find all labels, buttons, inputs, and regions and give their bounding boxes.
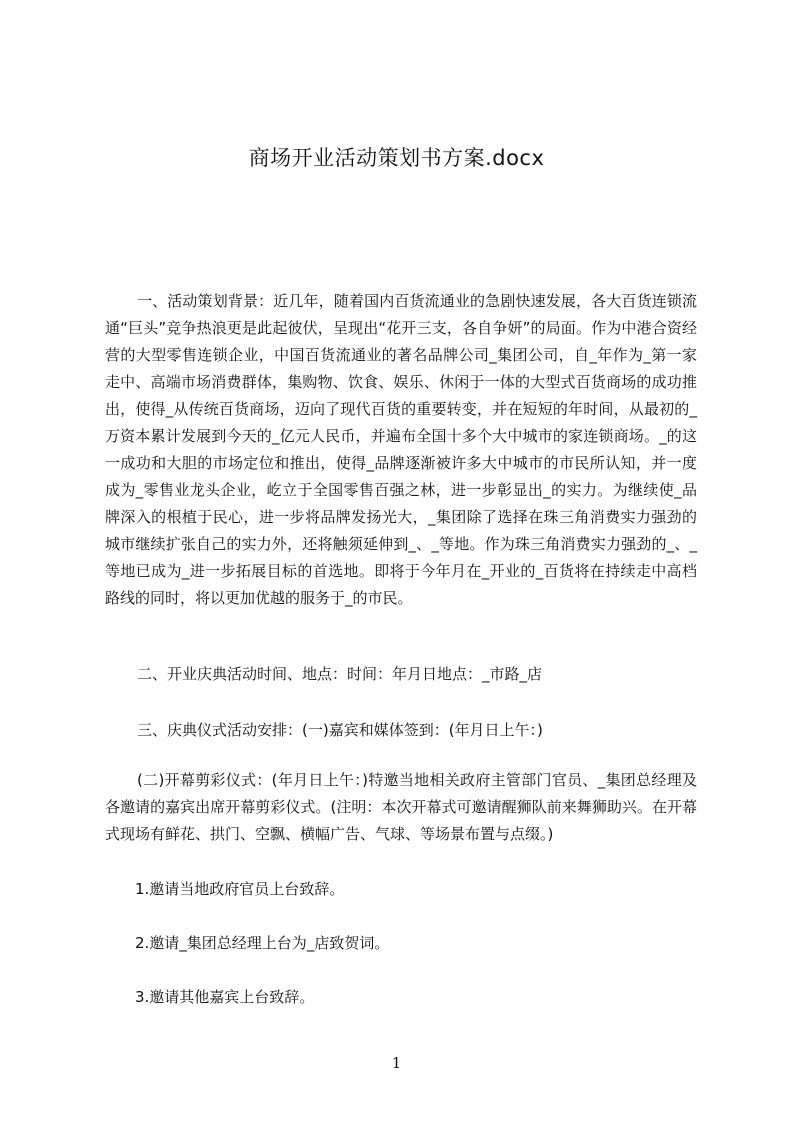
list-item: 1.邀请当地政府官员上台致辞。 [135,880,345,898]
list-item: 2.邀请_集团总经理上台为_店致贺词。 [135,934,390,952]
page-title: 商场开业活动策划书方案.docx [248,146,545,170]
paragraph-time-location: 二、开业庆典活动时间、地点：时间：年月日地点：_市路_店 [137,665,543,683]
list-item: 3.邀请其他嘉宾上台致辞。 [135,988,315,1006]
paragraph-background: 一、活动策划背景：近几年，随着国内百货流通业的急剧快速发展，各大百货连锁流通“巨头”竞争热浪更是此起彼伏，呈现出“花开三支，各自争妍”的局面。作为中港合资经营的大型零售连锁企业，中国百货流通业的著名品牌公司_集团公司，自_年作为_第一家走中、高端市场消费群体，集购物、饮食、娱乐、休闲于一体的大型式百货商场的成功推出，使得_从传统百货商场，迈向了现代百货的重要转变，并在短短的年时间，从最初的_万资本累计发展到今天的_亿元人民币，并遍布全国十多个大中城市的家连锁商场。_的这一成功和大胆的市场定位和推出，使得_品牌逐渐被许多大中城市的市民所认知，并一度成为_零售业龙头企业，屹立于全国零售百强之林，进一步彰显出_的实力。为继续使_品牌深入的根植于民心，进一步将品牌发扬光大，_集团除了选择在珠三角消费实力强劲的城市继续扩张自己的实力外，还将触须延伸到_、_等地。作为珠三角消费实力强劲的_、_等地已成为_进一步拓展目标的首选地。即将于今年月在_开业的_百货将在持续走中高档路线的同时，将以更加优越的服务于_的市民。 [105,292,697,607]
paragraph-ribbon-cutting: (二)开幕剪彩仪式：(年月日上午：)特邀当地相关政府主管部门官员、_集团总经理及各邀请的嘉宾出席开幕剪彩仪式。(注明：本次开幕式可邀请醒狮队前来舞狮助兴。在开幕式现场有鲜花、拱门、空飘、横幅广告、气球、等场景布置与点缀。) [105,771,697,843]
paragraph-ceremony-schedule: 三、庆典仪式活动安排：(一)嘉宾和媒体签到：(年月日上午：) [137,721,543,739]
page-number: 1 [391,1054,402,1072]
